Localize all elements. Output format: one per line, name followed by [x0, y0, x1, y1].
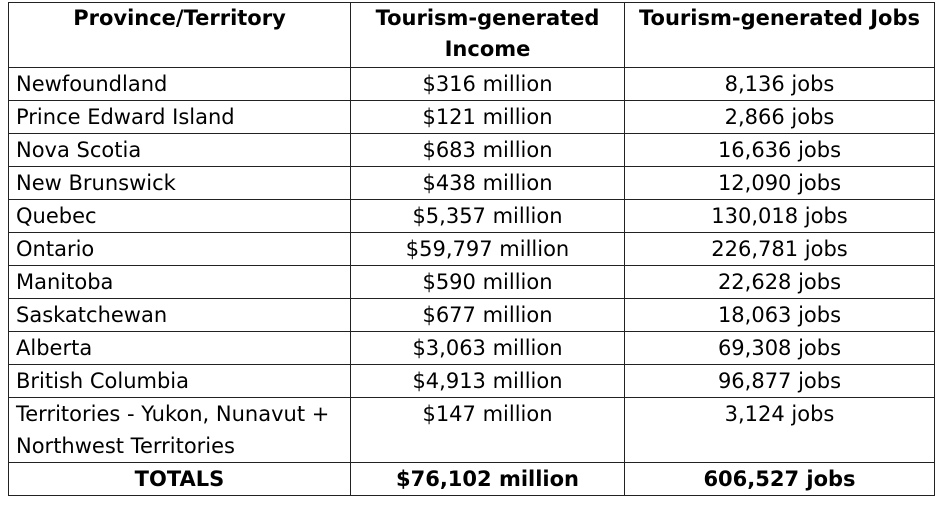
jobs-cell: 2,866 jobs [625, 101, 935, 134]
jobs-cell: 3,124 jobs [625, 398, 935, 463]
jobs-cell: 22,628 jobs [625, 266, 935, 299]
income-cell: $59,797 million [351, 233, 625, 266]
income-cell: $3,063 million [351, 332, 625, 365]
table-row [9, 167, 935, 200]
province-cell: British Columbia [9, 365, 351, 398]
province-cell: Manitoba [9, 266, 351, 299]
table-body [9, 68, 935, 496]
table-row [9, 365, 935, 398]
totals-row [9, 463, 935, 496]
totals-label: TOTALS [9, 463, 351, 496]
jobs-cell: 130,018 jobs [625, 200, 935, 233]
header-jobs: Tourism-generated Jobs [625, 3, 935, 68]
tourism-table [8, 2, 935, 496]
province-cell: Saskatchewan [9, 299, 351, 332]
jobs-cell: 16,636 jobs [625, 134, 935, 167]
income-cell: $5,357 million [351, 200, 625, 233]
table-row [9, 266, 935, 299]
province-cell: Newfoundland [9, 68, 351, 101]
jobs-cell: 96,877 jobs [625, 365, 935, 398]
income-cell: $121 million [351, 101, 625, 134]
table-row [9, 134, 935, 167]
province-cell: Alberta [9, 332, 351, 365]
header-province: Province/Territory [9, 3, 351, 68]
jobs-cell: 18,063 jobs [625, 299, 935, 332]
table-row [9, 233, 935, 266]
jobs-cell: 69,308 jobs [625, 332, 935, 365]
province-cell: Prince Edward Island [9, 101, 351, 134]
header-row [9, 3, 935, 68]
income-cell: $147 million [351, 398, 625, 463]
income-cell: $677 million [351, 299, 625, 332]
income-cell: $683 million [351, 134, 625, 167]
jobs-cell: 226,781 jobs [625, 233, 935, 266]
income-cell: $4,913 million [351, 365, 625, 398]
income-cell: $438 million [351, 167, 625, 200]
table-row [9, 398, 935, 463]
province-cell: Quebec [9, 200, 351, 233]
totals-jobs: 606,527 jobs [625, 463, 935, 496]
province-cell: Ontario [9, 233, 351, 266]
table-row [9, 332, 935, 365]
table-row [9, 101, 935, 134]
jobs-cell: 12,090 jobs [625, 167, 935, 200]
table-header [9, 3, 935, 68]
table-row [9, 68, 935, 101]
table-row [9, 200, 935, 233]
province-cell: Territories - Yukon, Nunavut + Northwest Territories [9, 398, 351, 463]
table-row [9, 299, 935, 332]
province-cell: New Brunswick [9, 167, 351, 200]
header-income: Tourism-generated Income [351, 3, 625, 68]
income-cell: $590 million [351, 266, 625, 299]
jobs-cell: 8,136 jobs [625, 68, 935, 101]
income-cell: $316 million [351, 68, 625, 101]
totals-income: $76,102 million [351, 463, 625, 496]
province-cell: Nova Scotia [9, 134, 351, 167]
